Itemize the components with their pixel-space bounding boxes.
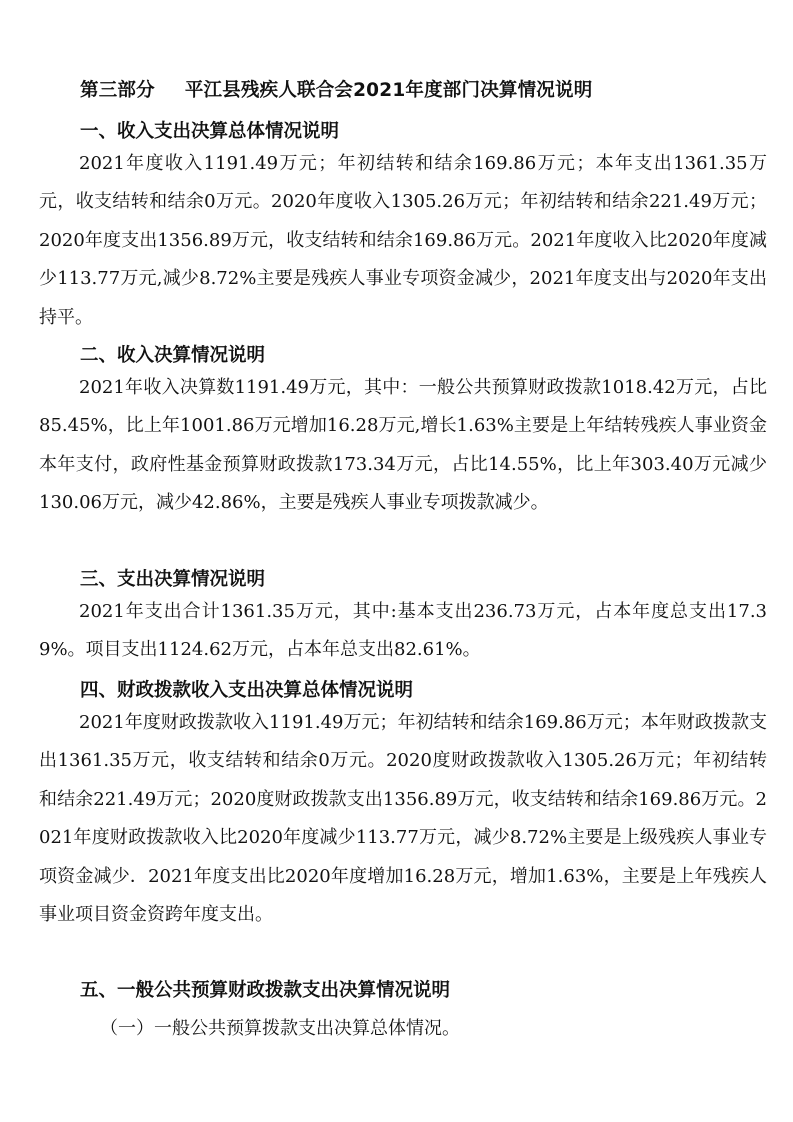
section-paragraph-3: 2021年支出合计1361.35万元，其中:基本支出236.73万元，占本年度总支出17.39%。项目支出1124.62万元，占本年总支出82.61%。	[39, 601, 767, 661]
title-text: 平江县残疾人联合会2021年度部门决算情况说明	[184, 80, 593, 101]
section-heading-3: 三、支出决算情况说明	[80, 569, 266, 590]
section-heading-4: 四、财政拨款收入支出决算总体情况说明	[80, 680, 414, 701]
section-heading-1: 一、收入支出决算总体情况说明	[80, 121, 340, 142]
section-heading-2: 二、收入决算情况说明	[80, 345, 266, 366]
section-paragraph-1: 2021年度收入1191.49万元；年初结转和结余169.86万元；本年支出1361.35万元，收支结转和结余0万元。2020年度收入1305.26万元；年初结转和结余221.49万元；2020年度支出1356.89万元，收支结转和结余169.86万元。2021年度收入比2020年度减少113.77万元,减少8.72%主要是残疾人事业专项资金减少，2021年度支出与2020年支出持平。	[39, 153, 767, 328]
part-label: 第三部分	[80, 80, 155, 101]
section-paragraph-4: 2021年度财政拨款收入1191.49万元；年初结转和结余169.86万元；本年财政拨款支出1361.35万元，收支结转和结余0万元。2020度财政拨款收入1305.26万元；年初结转和结余221.49万元；2020度财政拨款支出1356.89万元，收支结转和结余169.86万元。2021年度财政拨款收入比2020年度减少113.77万元，减少8.72%主要是上级残疾人事业专项资金减少．2021年度支出比2020年度增加16.28万元，增加1.63%，主要是上年残疾人事业项目资金资跨年度支出。	[39, 712, 767, 926]
section-paragraph-2: 2021年收入决算数1191.49万元，其中：一般公共预算财政拨款1018.42万元，占比85.45%，比上年1001.86万元增加16.28万元,增长1.63%主要是上年结转残疾人事业资金本年支付，政府性基金预算财政拨款173.34万元，占比14.55%，比上年303.40万元减少130.06万元，减少42.86%，主要是残疾人事业专项拨款减少。	[39, 377, 767, 514]
section-heading-5: 五、一般公共预算财政拨款支出决算情况说明	[80, 980, 451, 1001]
section-subheading-5-1: （一）一般公共预算拨款支出决算总体情况。	[100, 1018, 460, 1039]
document-title	[80, 76, 592, 102]
